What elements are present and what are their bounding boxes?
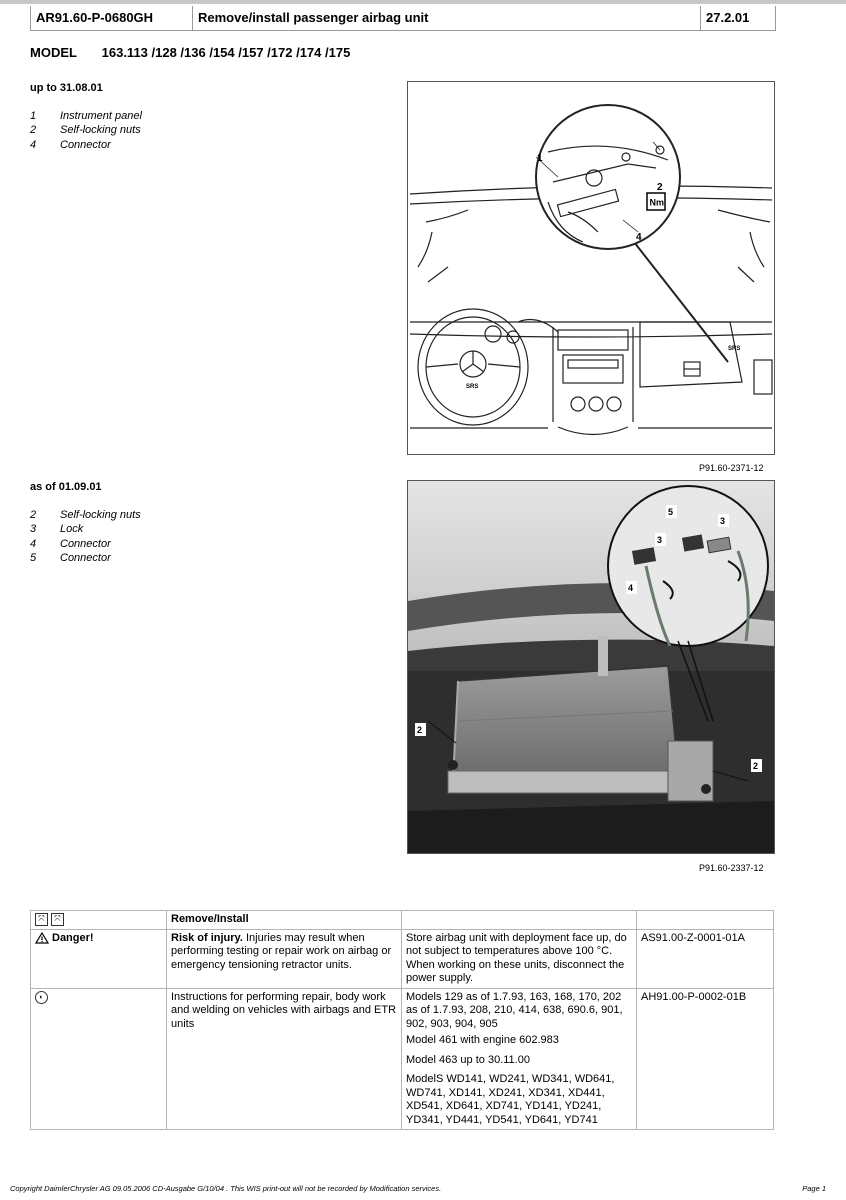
callout-3a: 3: [720, 516, 726, 526]
legend-item: 2 Self-locking nuts: [30, 124, 141, 137]
srs-label-wheel: SRS: [466, 384, 479, 390]
risk-description: Risk of injury. Injuries may result when performing testing or repair work on airbag or emergency tensioning retractor units.: [167, 929, 402, 988]
reference-link[interactable]: AS91.00-Z-0001-01A: [637, 929, 774, 988]
model-label: MODEL: [30, 45, 77, 60]
danger-cell: [31, 929, 167, 988]
table-header-empty: [402, 911, 637, 930]
figure-dashboard-drawing: [407, 81, 775, 455]
doc-number: AR91.60-P-0680GH: [31, 6, 193, 30]
callout-1: 1: [537, 153, 543, 164]
document-header: [30, 6, 776, 31]
legend-item: 1 Instrument panel: [30, 110, 142, 122]
precaution-text: Store airbag unit with deployment face up, do not subject to temperatures above 100 °C. When working on these units, disconnect the power supply.: [402, 929, 637, 988]
models-list: Models 129 as of 1.7.93, 163, 168, 170, 202 as of 1.7.93, 208, 210, 414, 638, 690.6, 901, 902, 903, 904, 905 Model 461 with engine 602.983 Model 463 up to 30.11.00 ModelS WD141, WD241, WD341, WD641, WD741, XD141, XD241, XD341, XD441, XD541, XD641, XD741, YD141, YD241, YD341, YD441, YD541, YD641, YD741: [402, 988, 637, 1130]
danger-label: Danger!: [52, 931, 94, 944]
section2-legend: [30, 508, 141, 565]
model-value: 163.113 /128 /136 /154 /157 /172 /174 /175: [101, 45, 351, 60]
table-header-icons: [31, 911, 167, 930]
reference-table: [30, 910, 774, 1130]
airbag-unit-photo: [408, 481, 774, 853]
doc-title: Remove/install passenger airbag unit: [193, 6, 701, 30]
callout-2-right: 2: [753, 761, 759, 771]
section1-legend: [30, 109, 142, 152]
section1-title: up to 31.08.01: [30, 82, 103, 94]
srs-label-panel: SRS: [728, 346, 741, 352]
table-row: [31, 929, 774, 988]
info-circle-icon: ◐: [35, 991, 48, 1004]
reference-link[interactable]: AH91.00-P-0002-01B: [637, 988, 774, 1130]
legend-item: 4 Connector: [30, 138, 111, 151]
figure2-id: P91.60-2337-12: [699, 863, 764, 873]
callout-4: 4: [628, 583, 634, 593]
callout-3b: 3: [657, 535, 663, 545]
remove-icon: ⤧: [35, 913, 48, 926]
table-row: [31, 988, 774, 1130]
install-icon: ⤧: [51, 913, 64, 926]
callout-2-left: 2: [417, 725, 423, 735]
doc-date: 27.2.01: [706, 10, 750, 25]
dashboard-illustration: [408, 82, 774, 454]
legend-item: 3 Lock: [30, 523, 84, 536]
table-header-row: [31, 911, 774, 930]
legend-item: 4 Connector: [30, 537, 111, 550]
top-border: [0, 0, 846, 4]
instructions-text: Instructions for performing repair, body work and welding on vehicles with airbags and ETR units: [167, 988, 402, 1130]
callout-4: 4: [636, 232, 642, 243]
figure-airbag-photo: [407, 480, 775, 854]
section2-title: as of 01.09.01: [30, 481, 102, 493]
page-number: Page 1: [802, 1184, 826, 1193]
table-header-empty: [637, 911, 774, 930]
figure1-id: P91.60-2371-12: [699, 463, 764, 473]
model-line: [30, 45, 350, 60]
info-cell: [31, 988, 167, 1130]
page-footer: [10, 1184, 826, 1193]
copyright-text: Copyright DaimlerChrysler AG 09.05.2006 CD-Ausgabe G/10/04 . This WIS print-out will not be recorded by Modification services.: [10, 1184, 442, 1193]
table-header-label: Remove/Install: [167, 911, 402, 930]
callout-5: 5: [668, 507, 674, 517]
torque-badge: Nm: [649, 197, 665, 208]
warning-triangle-icon: [35, 932, 49, 944]
callout-2: 2: [657, 182, 663, 193]
legend-item: 2 Self-locking nuts: [30, 509, 141, 521]
legend-item: 5 Connector: [30, 551, 111, 564]
